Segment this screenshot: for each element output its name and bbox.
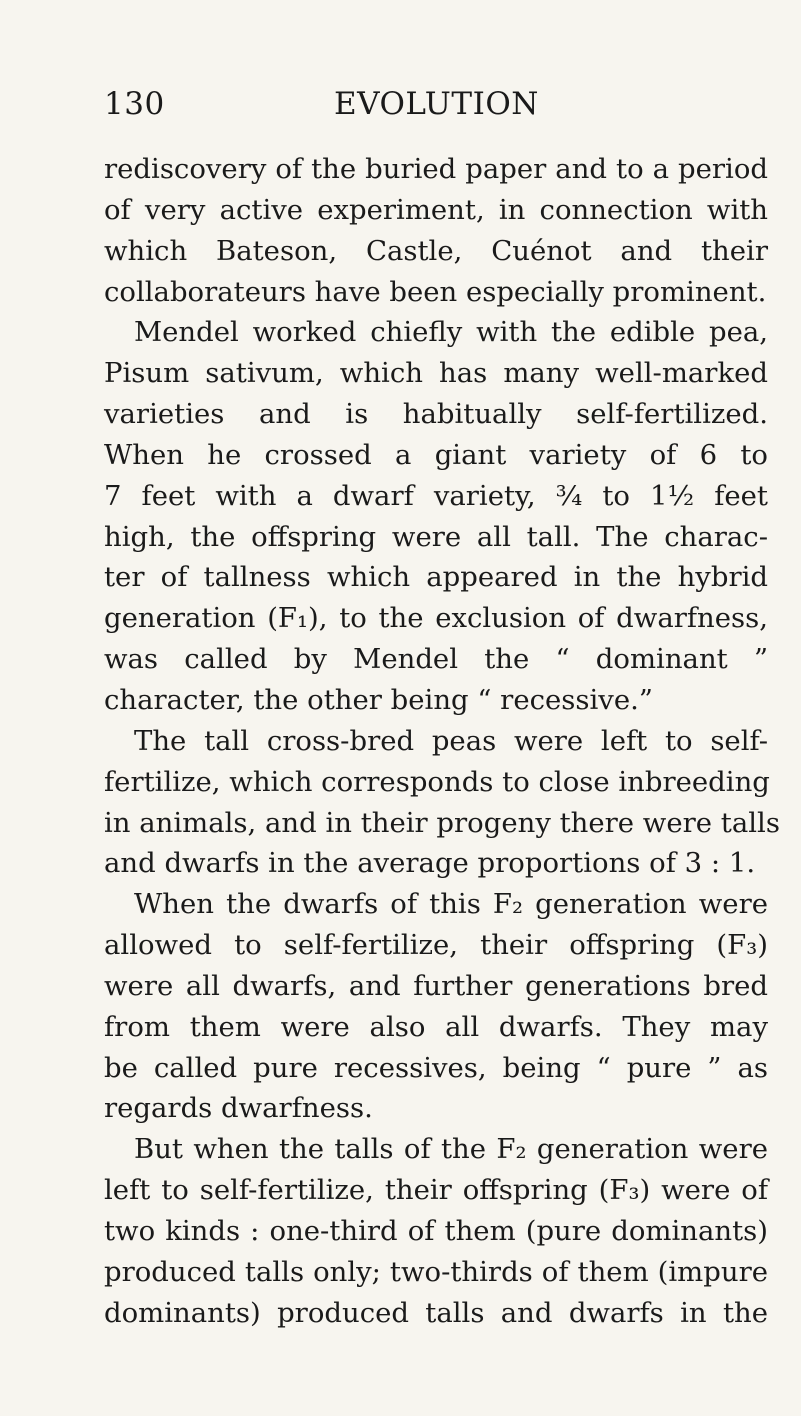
text-line: two kinds : one-third of them (pure dominants): [104, 1214, 768, 1247]
text-line: from them were also all dwarfs. They may: [104, 1010, 768, 1043]
text-line: Pisum sativum, which has many well-marked: [104, 357, 768, 390]
text-line: Mendel worked chiefly with the edible pea,: [134, 316, 768, 349]
text-line: and dwarfs in the average proportions of 3 : 1.: [104, 847, 756, 880]
text-line: When the dwarfs of this F₂ generation were: [134, 888, 768, 921]
page-header: [104, 86, 697, 136]
text-line: in animals, and in their progeny there were talls: [104, 806, 780, 839]
text-line: But when the talls of the F₂ generation were: [134, 1133, 768, 1166]
text-line: were all dwarfs, and further generations bred: [104, 969, 768, 1002]
text-line: varieties and is habitually self-fertilized.: [104, 398, 768, 431]
running-title: EVOLUTION: [334, 86, 539, 122]
text-line: high, the offspring were all tall. The charac-: [104, 520, 768, 553]
text-line: rediscovery of the buried paper and to a period: [104, 153, 768, 185]
text-line: which Bateson, Castle, Cuénot and their: [104, 234, 768, 267]
text-line: of very active experiment, in connection with: [104, 193, 768, 226]
text-line: When he crossed a giant variety of 6 to: [104, 438, 768, 471]
text-line: character, the other being “ recessive.”: [104, 683, 653, 716]
text-line: The tall cross-bred peas were left to self-: [134, 724, 768, 757]
text-line: produced talls only; two-thirds of them (impure: [104, 1255, 768, 1288]
text-line: collaborateurs have been especially prominent.: [104, 275, 767, 308]
text-line: was called by Mendel the “ dominant ”: [104, 643, 768, 676]
text-line: dominants) produced talls and dwarfs in the: [104, 1296, 768, 1329]
body-text: [104, 149, 780, 1333]
text-line: 7 feet with a dwarf variety, ¾ to 1½ feet: [104, 479, 768, 512]
text-line: fertilize, which corresponds to close inbreeding: [104, 765, 770, 798]
text-line: ter of tallness which appeared in the hybrid: [104, 561, 768, 594]
page-number: 130: [104, 86, 165, 122]
text-line: generation (F₁), to the exclusion of dwarfness,: [104, 602, 768, 635]
text-line: be called pure recessives, being “ pure ” as: [104, 1051, 768, 1084]
text-line: allowed to self-fertilize, their offspring (F₃): [104, 929, 768, 962]
text-line: left to self-fertilize, their offspring (F₃) were of: [104, 1174, 768, 1207]
text-line: regards dwarfness.: [104, 1092, 373, 1125]
